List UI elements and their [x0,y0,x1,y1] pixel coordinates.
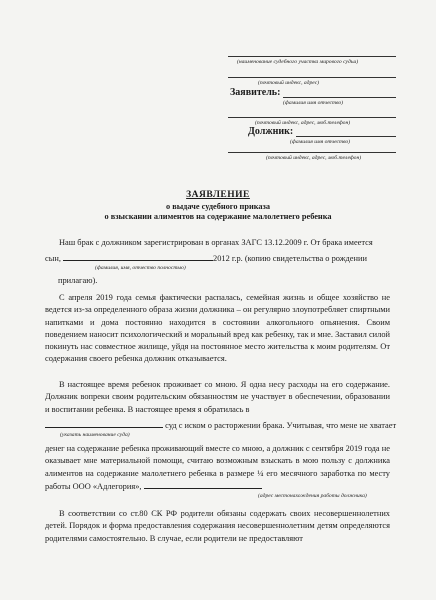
court-line [45,419,397,430]
debtor-label: Должник: [248,126,294,137]
paragraph-1-end: прилагаю). [58,276,98,285]
applicant-address-line[interactable] [228,117,396,118]
paragraph-2 [45,292,390,370]
paragraph-3 [45,379,390,416]
work-address-blank[interactable] [144,480,262,489]
applicant-caption: (фамилия имя отчество) [283,100,344,106]
court-line-text: суд с иском о расторжении брака. Учитывая, что мене не хватает [165,421,397,430]
court-name-caption: (указать наименование суда) [60,432,130,438]
debtor-address-caption: (почтовый индекс, адрес, моб.телефон) [266,155,362,161]
paragraph-3-text: В настоящее время ребенок проживает со мною. Я одна несу расходы на его содержание. Должник вопреки своим родительским обязанностям не участвует в обеспечении, образовании и воспитании ребенка. В настоящее время я обратилась в [45,380,390,414]
debtor-caption: (фамилия имя отчество) [290,139,351,145]
court-name-line[interactable] [228,56,396,57]
child-name-caption: (фамилия, имя, отчество полностью) [95,265,186,271]
paragraph-5 [45,508,390,549]
son-label: сын, [45,254,61,263]
court-caption: (наименование судебного участка мирового судьи) [237,59,359,65]
paragraph-5-text: В соответствии со ст.80 СК РФ родители обязаны содержать своих несовершеннолетних детей. Порядок и форма предоставления содержания несовершеннолетним детям определяются родителями самостоятельно. В случае, если родители не предоставляют [45,509,390,543]
title-line-3: о взыскании алиментов на содержание малолетнего ребенка [104,212,332,221]
applicant-name-line[interactable] [283,97,396,98]
paragraph-4 [45,443,390,493]
child-name-blank[interactable] [63,252,213,261]
paragraph-1-son-line [45,252,390,263]
title-main: ЗАЯВЛЕНИЕ [186,190,250,200]
document-title [0,190,436,222]
debtor-name-line[interactable] [296,136,396,137]
paragraph-1-start: Наш брак с должником зарегистрирован в органах ЗАГС 13.12.2009 г. От брака имеется [59,238,373,247]
court-address-line[interactable] [228,77,396,78]
title-line-2: о выдаче судебного приказа [165,202,271,211]
court-address-caption: (почтовый индекс, адрес) [258,80,320,86]
paragraph-4-text [45,443,390,493]
paragraph-2-text: С апреля 2019 года семья фактически распалась, семейная жизнь и общее хозяйство не ведется из-за определенного образа жизни должника – он регулярно злоупотребляет спиртными напитками и дома постоянно находится в состоянии алкогольного опьянения. Своим поведением наносит психологический и моральный вред как ребенку, так и мне. Заставил силой покинуть нас совместное жилище, уйдя на постоянное место жительства к моим родителям. От содержания своего ребенка должник отказывается. [45,293,390,364]
applicant-label: Заявитель: [230,87,281,98]
work-address-caption: (адрес местонахождения работы должника) [258,493,367,499]
debtor-address-line[interactable] [228,152,396,153]
court-name-blank[interactable] [45,419,163,428]
paragraph-4-body: денег на содержание ребенка проживающий вместе со мною, а должник с сентября 2019 года не оказывает мне материальной помощи, считаю возможным взыскать в мою пользу с должника алиментов на содержание малолетнего ребенка в размере ¼ его месячного заработка по месту работы ООО «Адлегория», [45,444,390,491]
applicant-address-caption: (почтовый индекс, адрес, моб.телефон) [255,120,351,126]
child-birth-year: 2012 г.р. (копию свидетельства о рождении [213,254,367,263]
